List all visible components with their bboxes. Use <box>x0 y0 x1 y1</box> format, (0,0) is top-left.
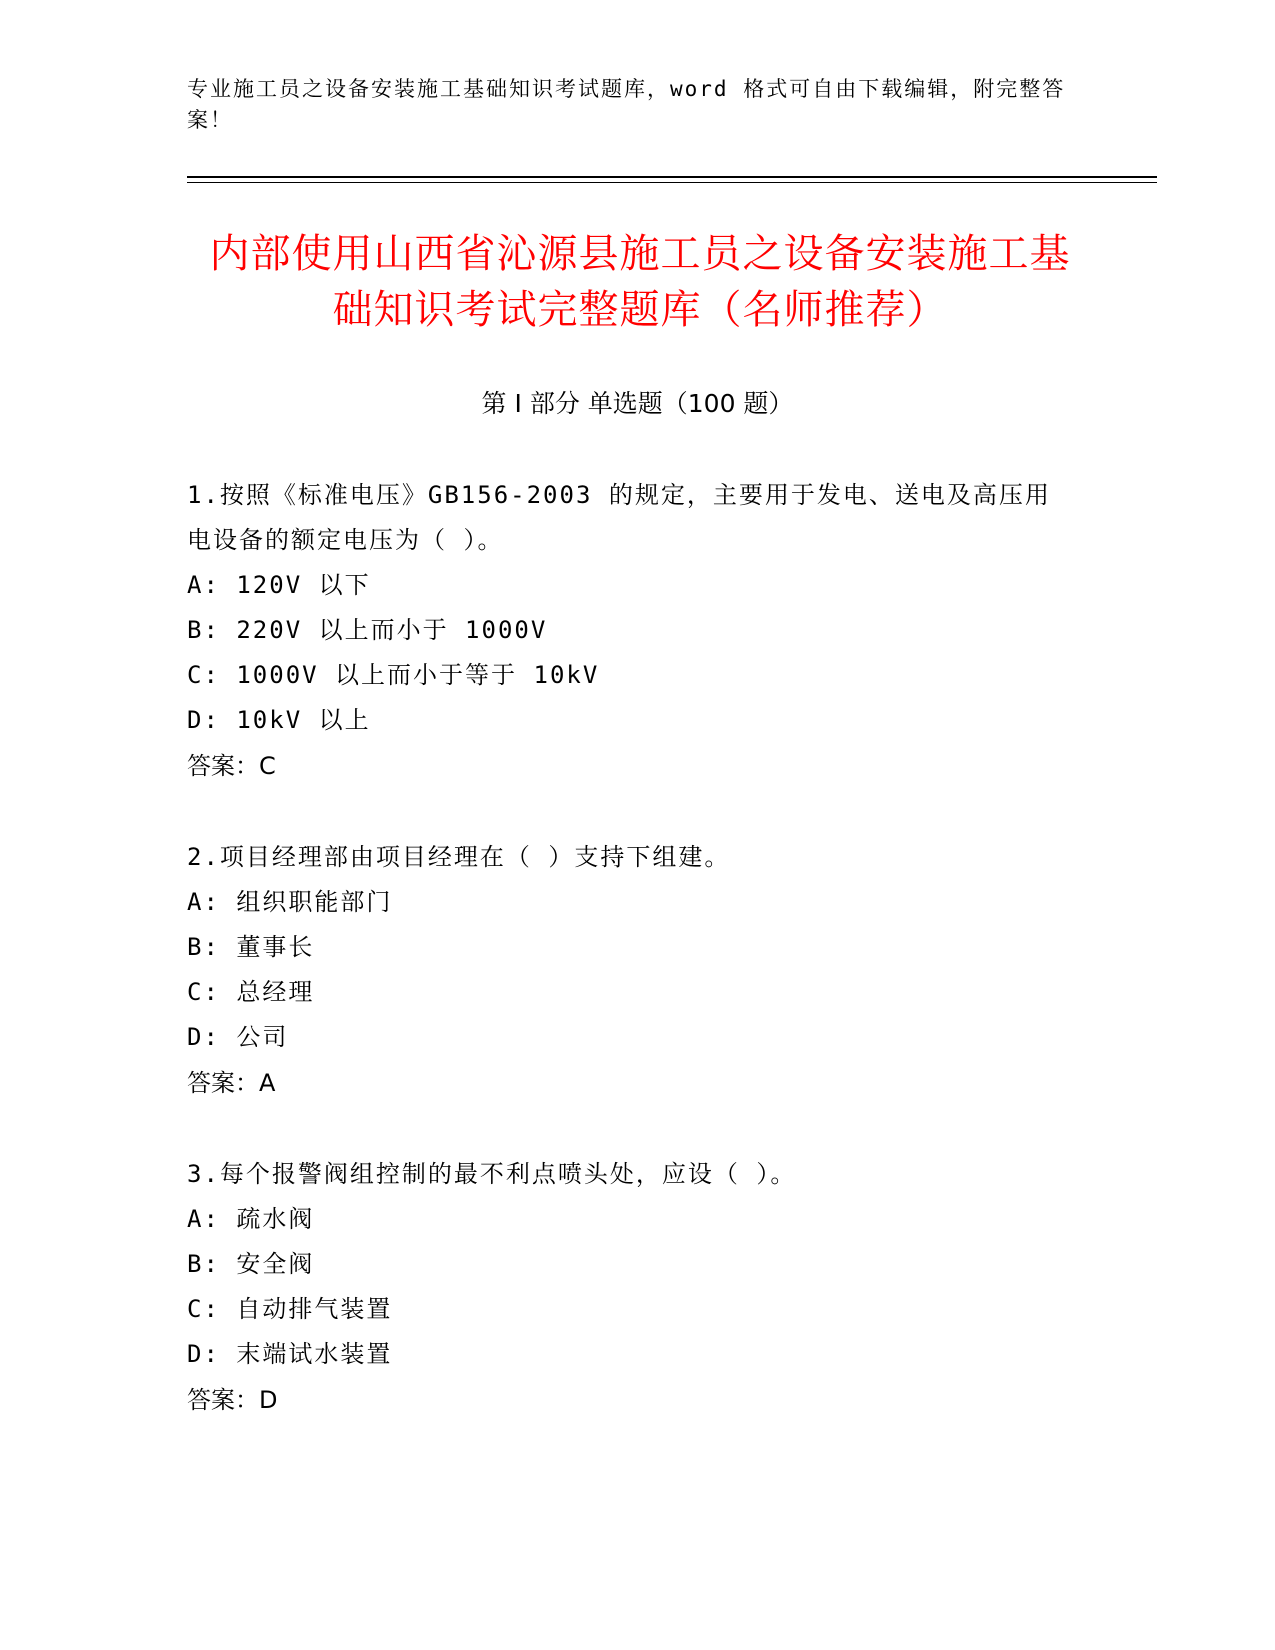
answer: 答案：C <box>187 752 276 780</box>
option-c: C: 1000V 以上而小于等于 10kV <box>187 661 600 689</box>
option-a: A: 组织职能部门 <box>187 888 393 916</box>
section-title: 第 I 部分 单选题（100 题） <box>481 389 794 418</box>
option-b: B: 安全阀 <box>187 1250 315 1278</box>
question-stem: 2.项目经理部由项目经理在（ ）支持下组建。 <box>187 843 731 871</box>
option-c: C: 自动排气装置 <box>187 1295 393 1323</box>
option-a: A: 疏水阀 <box>187 1205 315 1233</box>
option-c: C: 总经理 <box>187 978 315 1006</box>
question-1 <box>187 473 1067 789</box>
option-b: B: 董事长 <box>187 933 315 961</box>
answer: 答案：A <box>187 1069 276 1097</box>
document-title: 内部使用山西省沁源县施工员之设备安装施工基础知识考试完整题库（名师推荐） <box>209 231 1071 333</box>
option-b: B: 220V 以上而小于 1000V <box>187 616 548 644</box>
option-a: A: 120V 以下 <box>187 571 371 599</box>
header-note: 专业施工员之设备安装施工基础知识考试题库，word 格式可自由下载编辑，附完整答案！ <box>187 77 1066 132</box>
option-d: D: 末端试水装置 <box>187 1340 393 1368</box>
header-rule-thick <box>187 176 1157 178</box>
question-stem: 1.按照《标准电压》GB156-2003 的规定，主要用于发电、送电及高压用电设备的额定电压为（ ）。 <box>187 481 1051 554</box>
question-3 <box>187 1152 1067 1423</box>
option-d: D: 10kV 以上 <box>187 706 371 734</box>
question-stem: 3.每个报警阀组控制的最不利点喷头处，应设（ ）。 <box>187 1160 797 1188</box>
option-d: D: 公司 <box>187 1023 289 1051</box>
answer: 答案：D <box>187 1386 278 1414</box>
question-2 <box>187 835 1067 1106</box>
question-list <box>187 473 1067 1469</box>
header-rule-thin <box>187 182 1157 183</box>
